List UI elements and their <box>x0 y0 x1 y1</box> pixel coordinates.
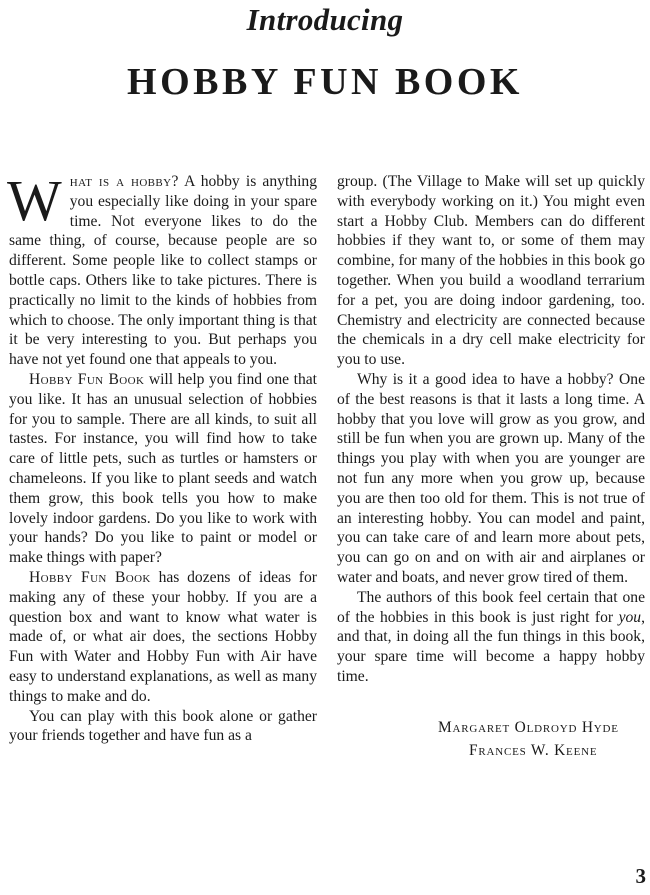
left-column <box>7 168 318 746</box>
paragraph-1 <box>7 168 318 370</box>
author-signature <box>337 716 645 762</box>
paragraph-2 <box>9 370 317 568</box>
paragraph-text: group. (The Village to Make will set up quickly with everybody working on it.) You might even start a Hobby Club. Members can do different hobbies if they want to, or some of them may combine, for many of the hobbies in this book go together. When you build a woodland terrarium for a pet, you are doing indoor gardening, too. Chemistry and electricity are connected because the chemicals in a dry cell make electricity for you to use. <box>337 173 645 369</box>
book-title-smallcaps: Hobby Fun Book <box>29 568 151 586</box>
drop-cap: W <box>7 168 62 233</box>
paragraph-text: has dozens of ideas for making any of these your hobby. If you are a question box and want to know what water is made of, or what air does, the sections Hobby Fun with Water and Hobby Fun with Air have easy to understand explanations, as well as many things to make and do. <box>9 568 317 705</box>
paragraph-text: Why is it a good idea to have a hobby? One of the best reasons is that it lasts a long time. A hobby that you love will grow as you grow, and still be fun when you are grown up. Many of the things you play with when you are younger are not fun any more when you grow up, because you are then too old for them. This is not true of an interesting hobby. You can model and paint, you can take care of and learn more about pets, you can go on and on with air and airplanes or water and boats, and never grow tired of them. <box>337 370 645 586</box>
paragraph-7 <box>337 588 645 687</box>
paragraph-text: The authors of this book feel certain that one of the hobbies in this book is just right for <box>337 588 645 626</box>
right-column <box>337 172 645 687</box>
page-kicker: Introducing <box>246 2 404 37</box>
paragraph-text: A hobby is anything you especially like doing in your spare time. Not everyone likes to do the same thing, of course, because people are so different. Some people like to collect stamps or bottle caps. Others like to take pictures. There is practically no limit to the kinds of hobbies from which to choose. The only important thing is that it be very interesting to you. But perhaps you have not yet found one that appeals to you. <box>9 173 318 369</box>
paragraph-text: will help you find one that you like. It has an unusual selection of hobbies for you to sample. There are all kinds, to suit all tastes. For instance, you will find how to take care of little pets, such as turtles or hamsters or chameleons. If you like to plant seeds and watch them grow, this book tells you how to make lovely indoor gardens. Do you like to work with your hands? Do you like to paint or model or make things with paper? <box>9 370 318 567</box>
lead-in: hat is a hobby? <box>69 173 179 190</box>
author-name: Margaret Oldroyd Hyde <box>438 719 619 736</box>
author-name: Frances W. Keene <box>469 742 598 759</box>
paragraph-text: , and that, in doing all the fun things in this book, your spare time will become a happy hobby time. <box>337 608 645 685</box>
page-title: HOBBY FUN BOOK <box>127 61 523 103</box>
paragraph-6 <box>337 370 645 588</box>
emphasis-you: you <box>618 608 642 626</box>
paragraph-5 <box>337 172 645 370</box>
paragraph-3 <box>9 568 317 707</box>
paragraph-4 <box>9 707 317 747</box>
book-title-smallcaps: Hobby Fun Book <box>29 370 145 388</box>
paragraph-text: You can play with this book alone or gather your friends together and have fun as a <box>9 707 317 745</box>
page-number: 3 <box>635 864 646 888</box>
